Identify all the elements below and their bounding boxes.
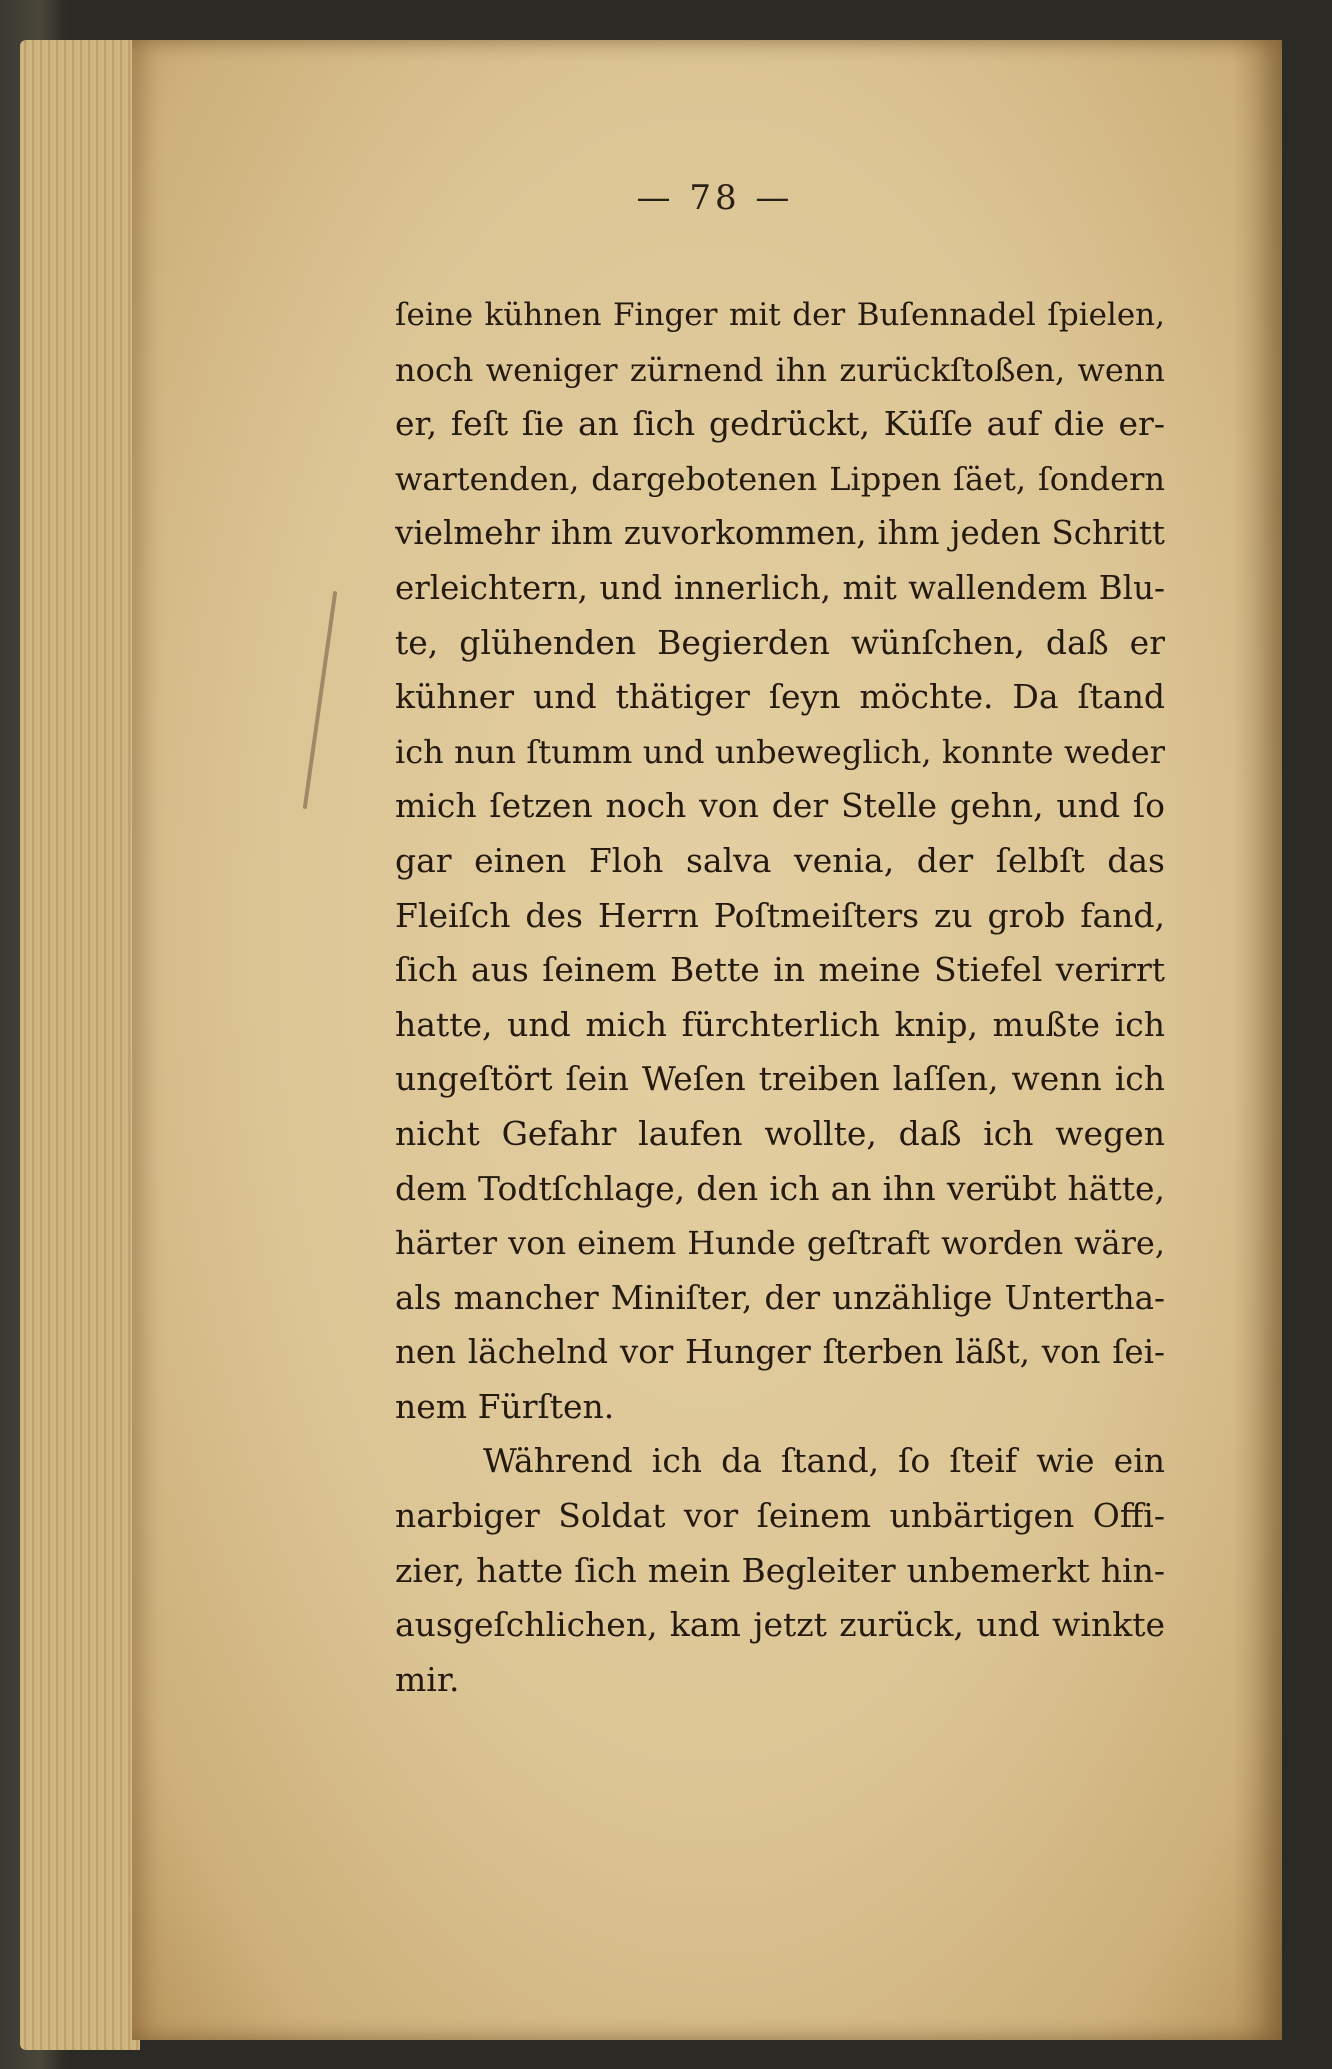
text-line: vielmehr ihm zuvorkommen, ihm jeden Schritt: [395, 514, 1165, 553]
text-line: als mancher Miniſter, der unzählige Untertha-: [395, 1278, 1165, 1317]
text-line: narbiger Soldat vor ſeinem unbärtigen Offi-: [395, 1496, 1165, 1536]
text-line: ich nun ſtumm und unbeweglich, konnte weder: [395, 732, 1165, 771]
text-line: kühner und thätiger ſeyn möchte. Da ſtand: [395, 677, 1165, 717]
body-text: [395, 288, 1165, 1707]
text-line: ſich aus ſeinem Bette in meine Stiefel verirrt: [395, 950, 1165, 990]
text-line: hatte, und mich fürchterlich knip, mußte ich: [395, 1004, 1165, 1044]
text-line: härter von einem Hunde geſtraft worden wäre,: [395, 1224, 1165, 1263]
text-line: wartenden, dargebotenen Lippen ſäet, ſondern: [395, 459, 1165, 498]
book-page-edges: [20, 40, 140, 2050]
text-line: noch weniger zürnend ihn zurückſtoßen, wenn: [395, 350, 1165, 389]
text-line: er, feſt ſie an ſich gedrückt, Küſſe auf die er-: [395, 404, 1165, 444]
text-line: nen lächelnd vor Hunger ſterben läßt, von ſei-: [395, 1333, 1165, 1372]
text-line: Fleiſch des Herrn Poſtmeiſters zu grob fand,: [395, 895, 1165, 935]
text-line: te, glühenden Begierden wünſchen, daß er: [395, 622, 1165, 662]
text-line: gar einen Floh salva venia, der ſelbſt das: [395, 840, 1165, 880]
paragraph-end-line: mir.: [395, 1659, 460, 1699]
page-shadow: [1232, 40, 1282, 2040]
page-number: — 78 —: [636, 178, 794, 218]
text-line: ungeſtört ſein Weſen treiben laſſen, wenn ich: [395, 1059, 1165, 1099]
paragraph-start-line: Während ich da ſtand, ſo ſteif wie ein: [483, 1441, 1165, 1481]
text-line: nicht Gefahr laufen wollte, daß ich wegen: [395, 1113, 1165, 1153]
text-line: dem Todtſchlage, den ich an ihn verübt hätte,: [395, 1168, 1165, 1208]
text-line: erleichtern, und innerlich, mit wallendem Blu-: [395, 568, 1165, 607]
text-line: ſeine kühnen Finger mit der Buſennadel ſpielen,: [395, 297, 1165, 333]
text-line: ausgeſchlichen, kam jetzt zurück, und winkte: [395, 1605, 1165, 1645]
text-line: mich ſetzen noch von der Stelle gehn, und ſo: [395, 786, 1165, 826]
paragraph-end-line: nem Fürſten.: [395, 1386, 615, 1426]
text-line: zier, hatte ſich mein Begleiter unbemerkt hin-: [395, 1550, 1165, 1590]
